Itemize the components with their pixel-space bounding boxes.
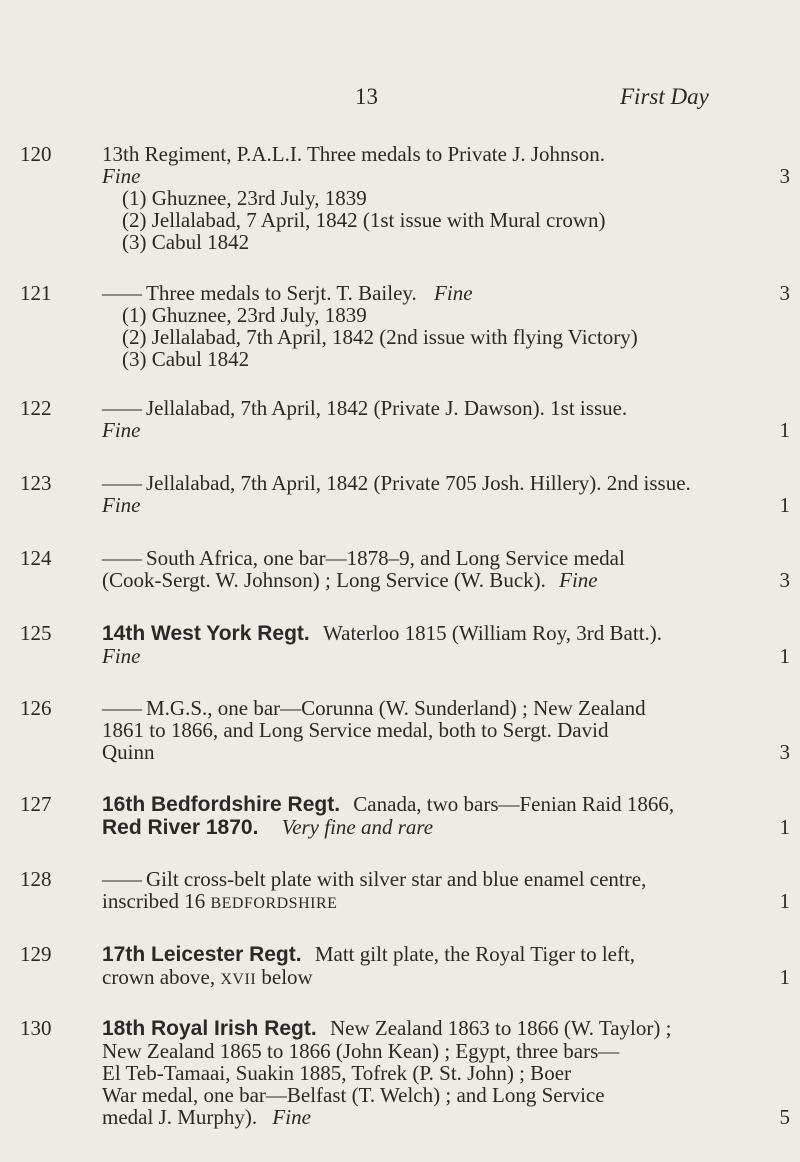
regiment-heading: 17th Leicester Regt.: [102, 943, 302, 966]
lot-line: Jellalabad, 7th April, 1842 (Private 705 Josh. Hillery). 2nd issue.: [146, 471, 691, 495]
lot-line: M.G.S., one bar—Corunna (W. Sunderland) ; New Zealand: [146, 696, 646, 720]
lot-line: 13th Regiment, P.A.L.I. Three medals to Private J. Johnson.: [102, 142, 605, 166]
lot-line: Quinn: [102, 740, 155, 764]
ditto-rule: ——: [102, 867, 140, 891]
quantity: 1: [779, 418, 790, 442]
lot-line: Gilt cross-belt plate with silver star and blue enamel centre,: [146, 867, 647, 891]
lot-number: 124: [20, 546, 52, 570]
lot-line: War medal, one bar—Belfast (T. Welch) ; and Long Service: [102, 1083, 605, 1107]
lot-number: 120: [20, 142, 52, 166]
medal-item: (3) Cabul 1842: [122, 347, 250, 371]
condition: Very fine and rare: [281, 815, 434, 839]
page-title: First Day: [620, 84, 709, 109]
lot-line: crown above,: [102, 965, 216, 989]
lot-line: El Teb-Tamaai, Suakin 1885, Tofrek (P. St. John) ; Boer: [102, 1061, 572, 1085]
quantity: 3: [779, 568, 790, 592]
lot-number: 126: [20, 696, 52, 720]
medal-item: (1) Ghuznee, 23rd July, 1839: [122, 303, 367, 327]
condition: Fine: [102, 418, 141, 442]
lot-description: [102, 397, 790, 441]
inscription: XVII: [220, 971, 257, 988]
lot-description: [102, 472, 790, 516]
page-number: 13: [355, 84, 378, 109]
lot-line: Waterloo 1815 (William Roy, 3rd Batt.).: [322, 621, 663, 645]
ditto-rule: ——: [102, 281, 140, 305]
ditto-rule: ——: [102, 546, 140, 570]
lot-number: 129: [20, 942, 52, 966]
lot-description: [102, 282, 790, 370]
lot-description: [102, 547, 790, 591]
ditto-rule: ——: [102, 696, 140, 720]
lot-number: 122: [20, 396, 52, 420]
quantity: 1: [779, 493, 790, 517]
inscription: BEDFORDSHIRE: [210, 895, 338, 912]
regiment-heading: 16th Bedfordshire Regt.: [102, 793, 341, 816]
lot-description: [102, 622, 790, 667]
condition: Fine: [272, 1105, 311, 1129]
lot-description: [102, 943, 790, 991]
lot-number: 123: [20, 471, 52, 495]
quantity: 1: [779, 889, 790, 913]
lot-number: 121: [20, 281, 52, 305]
lot-number: 130: [20, 1016, 52, 1040]
lot-line: inscribed 16: [102, 889, 206, 913]
condition: Fine: [102, 493, 141, 517]
quantity: 5: [779, 1105, 790, 1129]
lot-line: New Zealand 1865 to 1866 (John Kean) ; Egypt, three bars—: [102, 1039, 620, 1063]
ditto-rule: ——: [102, 471, 140, 495]
quantity: 1: [779, 644, 790, 668]
regiment-heading: 18th Royal Irish Regt.: [102, 1017, 317, 1040]
lot-line: Jellalabad, 7th April, 1842 (Private J. Dawson). 1st issue.: [146, 396, 628, 420]
condition: Fine: [434, 281, 473, 305]
lot-line: Red River 1870.: [102, 816, 259, 839]
quantity: 1: [779, 965, 790, 989]
lot-line: (Cook-Sergt. W. Johnson) ; Long Service (W. Buck).: [102, 568, 546, 592]
lot-line: Three medals to Serjt. T. Bailey.: [146, 281, 417, 305]
condition: Fine: [102, 644, 141, 668]
lot-number: 125: [20, 621, 52, 645]
quantity: 3: [779, 740, 790, 764]
quantity: 3: [779, 281, 790, 305]
condition: Fine: [559, 568, 598, 592]
quantity: 1: [779, 815, 790, 839]
ditto-rule: ——: [102, 396, 140, 420]
medal-item: (2) Jellalabad, 7 April, 1842 (1st issue with Mural crown): [122, 208, 606, 232]
lot-description: [102, 868, 790, 915]
quantity: 3: [779, 164, 790, 188]
lot-line: 1861 to 1866, and Long Service medal, both to Sergt. David: [102, 718, 609, 742]
condition: Fine: [102, 164, 141, 188]
lot-number: 128: [20, 867, 52, 891]
lot-line: Matt gilt plate, the Royal Tiger to left,: [314, 942, 636, 966]
lot-description: [102, 793, 790, 839]
lot-description: [102, 143, 790, 253]
lot-description: [102, 1017, 790, 1128]
lot-line: below: [261, 965, 313, 989]
lot-line: medal J. Murphy).: [102, 1105, 258, 1129]
medal-item: (3) Cabul 1842: [122, 230, 250, 254]
regiment-heading: 14th West York Regt.: [102, 622, 310, 645]
lot-number: 127: [20, 792, 52, 816]
lot-line: South Africa, one bar—1878–9, and Long Service medal: [146, 546, 625, 570]
lot-line: Canada, two bars—Fenian Raid 1866,: [353, 792, 675, 816]
medal-item: (1) Ghuznee, 23rd July, 1839: [122, 186, 367, 210]
lot-description: [102, 697, 790, 763]
lot-line: New Zealand 1863 to 1866 (W. Taylor) ;: [329, 1016, 672, 1040]
medal-item: (2) Jellalabad, 7th April, 1842 (2nd issue with flying Victory): [122, 325, 638, 349]
